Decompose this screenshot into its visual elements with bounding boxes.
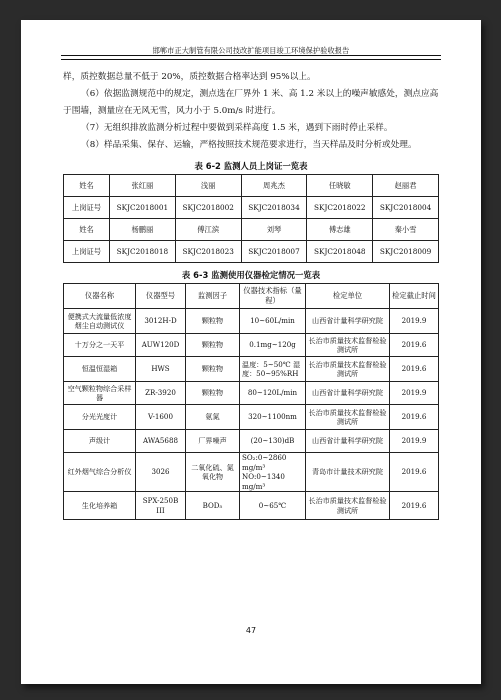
table-cell: SKJC2018009	[373, 241, 439, 263]
table-row	[64, 309, 439, 334]
table-cell: 上岗证号	[64, 197, 110, 219]
table-cell: 生化培养箱	[64, 492, 136, 520]
paragraph-item-8: （8）样品采集、保存、运输，严格按照技术规范要求进行，当天样品及时分析或处理。	[81, 140, 417, 150]
table-cell: 2019.6	[390, 492, 439, 520]
table-header-row	[64, 284, 439, 309]
table-row	[64, 175, 439, 197]
table-cell: SPX-250B III	[136, 492, 186, 520]
header-rule	[61, 55, 441, 60]
table-row	[64, 453, 439, 492]
table-cell: SO₂:0~2860 mg/m³ NO:0~1340 mg/m³	[240, 453, 306, 492]
table-cell: 2019.6	[390, 334, 439, 357]
column-header: 仪器型号	[136, 284, 186, 309]
report-header: 邯郸市正大制管有限公司技改扩能项目竣工环境保护验收报告	[152, 46, 350, 55]
table-cell: 任晓敏	[307, 175, 373, 197]
table-cell: 恒温恒湿箱	[64, 357, 136, 382]
table-cell: SKJC2018018	[110, 241, 176, 263]
table-cell: 2019.6	[390, 405, 439, 430]
table-row	[64, 430, 439, 453]
table-cell: 颗粒物	[186, 309, 240, 334]
table-row	[64, 357, 439, 382]
table-cell: 傅志雄	[307, 219, 373, 241]
table-cell: 0~65℃	[240, 492, 306, 520]
table-6-2-caption: 表 6-2 监测人员上岗证一览表	[194, 161, 308, 171]
table-cell: 长治市质量技术监督检验测试所	[306, 492, 390, 520]
table-cell: 长治市质量技术监督检验测试所	[306, 357, 390, 382]
table-cell: AUW120D	[136, 334, 186, 357]
table-cell: 秦小雪	[373, 219, 439, 241]
table-cell: 2019.6	[390, 357, 439, 382]
table-cell: 2019.9	[390, 430, 439, 453]
paragraph-item-6: （6）依据监测规范中的规定，测点选在厂界外 1 米、高 1.2 米以上的噪声敏感处，测点应高于围墙，测量应在无风无雪，风力小于 5.0m/s 时进行。	[63, 89, 439, 116]
column-header: 检定截止时间	[390, 284, 439, 309]
table-cell: 80~120L/min	[240, 382, 306, 405]
table-cell: 十万分之一天平	[64, 334, 136, 357]
table-cell: 2019.9	[390, 382, 439, 405]
table-cell: 山西省计量科学研究院	[306, 382, 390, 405]
table-cell: HWS	[136, 357, 186, 382]
table-row	[64, 334, 439, 357]
table-cell: SKJC2018034	[241, 197, 307, 219]
table-cell: 赵丽君	[373, 175, 439, 197]
table-cell: 氨氮	[186, 405, 240, 430]
table-cell: 青岛市计量技术研究院	[306, 453, 390, 492]
table-cell: SKJC2018001	[110, 197, 176, 219]
table-cell: SKJC2018004	[373, 197, 439, 219]
table-cell: 张红丽	[110, 175, 176, 197]
table-cell: SKJC2018022	[307, 197, 373, 219]
table-cell: 姓名	[64, 175, 110, 197]
table-cell: V-1600	[136, 405, 186, 430]
table-cell: 便携式大流量低浓度烟尘自动测试仪	[64, 309, 136, 334]
table-cell: 空气颗粒物综合采样器	[64, 382, 136, 405]
table-cell: 浅丽	[175, 175, 241, 197]
table-cell: SKJC2018007	[241, 241, 307, 263]
table-cell: 2019.9	[390, 309, 439, 334]
table-row	[64, 405, 439, 430]
table-cell: 杨鹏丽	[110, 219, 176, 241]
table-cell: 3012H-D	[136, 309, 186, 334]
table-cell: ZR-3920	[136, 382, 186, 405]
table-cell: 3026	[136, 453, 186, 492]
table-cell: 红外烟气综合分析仪	[64, 453, 136, 492]
table-cell: 颗粒物	[186, 382, 240, 405]
table-cell: 二氧化硫、氮氧化物	[186, 453, 240, 492]
table-cell: 周兆杰	[241, 175, 307, 197]
table-cell: 长治市质量技术监督检验测试所	[306, 405, 390, 430]
table-cell: 傅江滨	[175, 219, 241, 241]
table-cell: 温度：5~50℃ 湿度：50~95%RH	[240, 357, 306, 382]
report-body	[63, 69, 439, 520]
table-row	[64, 197, 439, 219]
table-cell: 姓名	[64, 219, 110, 241]
table-cell: 分光光度计	[64, 405, 136, 430]
table-cell: 刘琴	[241, 219, 307, 241]
table-cell: 0.1mg~120g	[240, 334, 306, 357]
table-cell: 山西省计量科学研究院	[306, 430, 390, 453]
document-page	[21, 20, 481, 684]
paragraph-item-7: （7）无组织排放监测分析过程中要做到采样高度 1.5 米，遇到下雨时停止采样。	[81, 123, 393, 133]
table-row	[64, 492, 439, 520]
table-cell: 长治市质量技术监督检验测试所	[306, 334, 390, 357]
table-row	[64, 382, 439, 405]
table-cell: 10~60L/min	[240, 309, 306, 334]
column-header: 仪器名称	[64, 284, 136, 309]
column-header: 仪器技术指标（量 程）	[240, 284, 306, 309]
table-cell: (20~130)dB	[240, 430, 306, 453]
column-header: 检定单位	[306, 284, 390, 309]
table-cell: 上岗证号	[64, 241, 110, 263]
paragraph-continuation: 样，质控数据总量不低于 20%，质控数据合格率达到 95%以上。	[63, 72, 316, 82]
table-cell: 颗粒物	[186, 334, 240, 357]
table-cell: SKJC2018048	[307, 241, 373, 263]
table-cell: BOD₅	[186, 492, 240, 520]
table-row	[64, 219, 439, 241]
table-cell: 颗粒物	[186, 357, 240, 382]
table-cell: 山西省计量科学研究院	[306, 309, 390, 334]
table-cell: SKJC2018002	[175, 197, 241, 219]
column-header: 监测因子	[186, 284, 240, 309]
table-6-3-caption: 表 6-3 监测使用仪器检定情况一览表	[181, 270, 321, 280]
table-cell: SKJC2018023	[175, 241, 241, 263]
table-cell: 厂界噪声	[186, 430, 240, 453]
table-cell: 声级计	[64, 430, 136, 453]
table-cell: 320~1100nm	[240, 405, 306, 430]
table-cell: 2019.6	[390, 453, 439, 492]
table-row	[64, 241, 439, 263]
table-cell: AWA5688	[136, 430, 186, 453]
page-number: 47	[245, 626, 257, 635]
personnel-certificate-table	[63, 174, 439, 263]
instrument-calibration-table	[63, 283, 439, 520]
